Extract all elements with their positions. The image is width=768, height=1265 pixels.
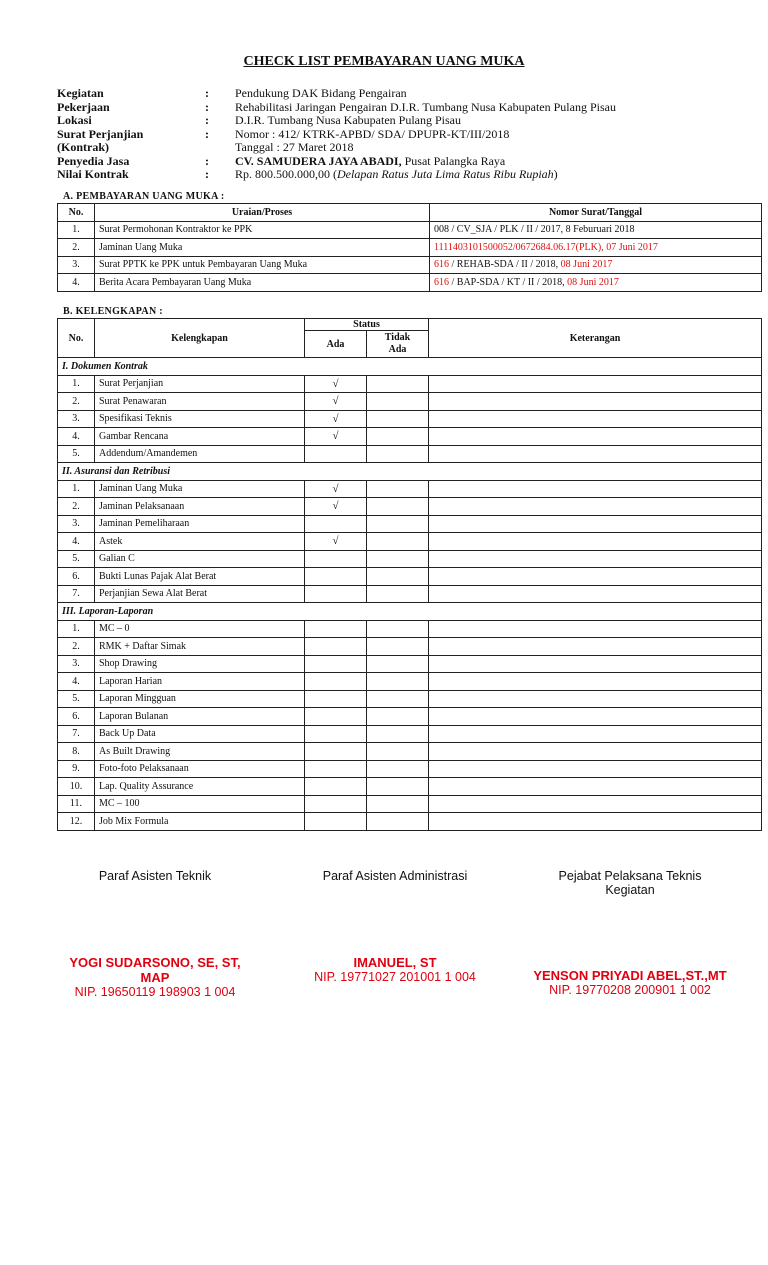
keterangan-cell <box>429 550 762 568</box>
info-label: Penyedia Jasa <box>57 153 130 168</box>
row-number: 8. <box>58 743 95 761</box>
status-tidak-ada-cell <box>367 690 429 708</box>
keterangan-cell <box>429 778 762 796</box>
keterangan-cell <box>429 498 762 516</box>
row-kelengkapan: Laporan Mingguan <box>95 690 305 708</box>
checklist-row <box>58 760 762 778</box>
status-tidak-ada-cell <box>367 498 429 516</box>
row-kelengkapan: Jaminan Pelaksanaan <box>95 498 305 516</box>
status-tidak-ada-cell <box>367 655 429 673</box>
checklist-row <box>58 410 762 428</box>
section-b-heading: B. KELENGKAPAN : <box>63 306 163 317</box>
signatory-name: YENSON PRIYADI ABEL,ST.,MT <box>533 968 727 983</box>
contract-amount: Rp. 800.500.000,00 ( <box>235 167 337 181</box>
nomor-red: 616 <box>434 259 449 271</box>
keterangan-cell <box>429 708 762 726</box>
status-tidak-ada-cell <box>367 760 429 778</box>
row-number: 2. <box>58 393 95 411</box>
signature-space <box>520 897 740 968</box>
section-a-heading: A. PEMBAYARAN UANG MUKA : <box>63 191 225 202</box>
checklist-row <box>58 480 762 498</box>
row-kelengkapan: Foto-foto Pelaksanaan <box>95 760 305 778</box>
info-value: Pendukung DAK Bidang Pengairan <box>235 86 407 100</box>
payment-table-header <box>58 204 762 222</box>
checklist-row <box>58 515 762 533</box>
status-tidak-ada-cell <box>367 568 429 586</box>
status-ada-cell <box>305 445 367 463</box>
keterangan-cell <box>429 585 762 603</box>
row-kelengkapan: Spesifikasi Teknis <box>95 410 305 428</box>
info-row-penyedia <box>57 155 737 169</box>
status-ada-cell <box>305 515 367 533</box>
status-ada-cell: √ <box>305 410 367 428</box>
completeness-table <box>57 318 762 831</box>
status-ada-cell: √ <box>305 393 367 411</box>
row-number: 4. <box>58 428 95 446</box>
keterangan-cell <box>429 375 762 393</box>
row-kelengkapan: Jaminan Uang Muka <box>95 480 305 498</box>
status-ada-cell <box>305 673 367 691</box>
row-number: 4. <box>58 673 95 691</box>
row-number: 4. <box>58 274 95 292</box>
keterangan-cell <box>429 515 762 533</box>
signatory-nip: NIP. 19771027 201001 1 004 <box>314 970 476 984</box>
document-title: CHECK LIST PEMBAYARAN UANG MUKA <box>243 54 525 69</box>
keterangan-cell <box>429 655 762 673</box>
status-ada-cell <box>305 638 367 656</box>
info-row-surat <box>57 128 737 155</box>
info-label <box>57 128 205 155</box>
keterangan-cell <box>429 760 762 778</box>
row-number: 1. <box>58 375 95 393</box>
status-tidak-ada-cell <box>367 445 429 463</box>
completeness-header-row-1 <box>58 319 762 331</box>
contract-amount-close: ) <box>553 167 558 181</box>
signature-space <box>55 883 255 941</box>
signature-block-administrasi <box>295 869 495 985</box>
checklist-row <box>58 620 762 638</box>
checklist-row <box>58 743 762 761</box>
signature-space <box>295 883 495 955</box>
signatory-name: YOGI SUDARSONO, SE, ST, <box>69 955 241 970</box>
row-number: 3. <box>58 515 95 533</box>
checklist-row <box>58 795 762 813</box>
nomor-red: 1111403101500052/0672684.06.17(PLK), 07 Juni 2017 <box>434 241 658 253</box>
row-number: 3. <box>58 256 95 274</box>
contract-amount-words: Delapan Ratus Juta Lima Ratus Ribu Rupiah <box>337 167 554 181</box>
info-row-lokasi <box>57 114 737 128</box>
status-tidak-ada-cell <box>367 673 429 691</box>
row-number: 10. <box>58 778 95 796</box>
contract-date: Tanggal : 27 Maret 2018 <box>235 140 354 154</box>
info-value <box>235 155 737 169</box>
status-tidak-ada-cell <box>367 515 429 533</box>
info-colon: : <box>205 113 209 127</box>
info-value <box>235 168 737 182</box>
row-kelengkapan: Galian C <box>95 550 305 568</box>
status-tidak-ada-cell <box>367 393 429 411</box>
keterangan-cell <box>429 795 762 813</box>
checklist-row <box>58 568 762 586</box>
status-tidak-ada-cell <box>367 428 429 446</box>
col-header-tidak-line: Tidak <box>384 332 411 343</box>
keterangan-cell <box>429 673 762 691</box>
status-ada-cell <box>305 760 367 778</box>
payment-row <box>58 221 762 239</box>
status-tidak-ada-cell <box>367 620 429 638</box>
status-tidak-ada-cell <box>367 585 429 603</box>
row-uraian: Surat PPTK ke PPK untuk Pembayaran Uang Muka <box>95 256 430 274</box>
signatory-nip: NIP. 19770208 200901 1 002 <box>549 983 711 997</box>
keterangan-cell <box>429 690 762 708</box>
checklist-row <box>58 708 762 726</box>
payment-row <box>58 274 762 292</box>
row-number: 2. <box>58 239 95 257</box>
tanggal-red: 08 Juni 2017 <box>567 276 619 288</box>
status-tidak-ada-cell <box>367 375 429 393</box>
row-number: 3. <box>58 655 95 673</box>
row-kelengkapan: Laporan Bulanan <box>95 708 305 726</box>
col-header-status: Status <box>305 319 429 331</box>
row-number: 4. <box>58 533 95 551</box>
status-tidak-ada-cell <box>367 725 429 743</box>
row-number: 9. <box>58 760 95 778</box>
signature-role: Paraf Asisten Teknik <box>98 869 212 883</box>
keterangan-cell <box>429 813 762 831</box>
status-tidak-ada-cell <box>367 795 429 813</box>
row-kelengkapan: Surat Penawaran <box>95 393 305 411</box>
row-kelengkapan: MC – 100 <box>95 795 305 813</box>
checklist-row <box>58 813 762 831</box>
keterangan-cell <box>429 620 762 638</box>
checklist-row <box>58 725 762 743</box>
row-kelengkapan: Perjanjian Sewa Alat Berat <box>95 585 305 603</box>
group-title: III. Laporan-Laporan <box>58 603 762 621</box>
status-ada-cell <box>305 778 367 796</box>
status-ada-cell <box>305 708 367 726</box>
info-label: Lokasi <box>57 113 92 127</box>
info-value <box>235 128 737 155</box>
row-number: 11. <box>58 795 95 813</box>
payment-row <box>58 239 762 257</box>
keterangan-cell <box>429 725 762 743</box>
provider-location: Pusat Palangka Raya <box>401 153 506 168</box>
nomor-black: / REHAB-SDA / II / 2018, <box>449 259 561 271</box>
group-row <box>58 463 762 481</box>
keterangan-cell <box>429 533 762 551</box>
row-kelengkapan: Gambar Rencana <box>95 428 305 446</box>
row-nomor-tanggal <box>430 239 762 257</box>
keterangan-cell <box>429 638 762 656</box>
group-title: I. Dokumen Kontrak <box>58 358 762 376</box>
col-header-keterangan: Keterangan <box>429 319 762 358</box>
row-kelengkapan: Back Up Data <box>95 725 305 743</box>
info-value: Rehabilitasi Jaringan Pengairan D.I.R. Tumbang Nusa Kabupaten Pulang Pisau <box>235 99 616 114</box>
checklist-row <box>58 638 762 656</box>
row-nomor-tanggal <box>430 256 762 274</box>
status-tidak-ada-cell <box>367 708 429 726</box>
col-header-tidak-ada <box>367 331 429 358</box>
row-number: 12. <box>58 813 95 831</box>
row-uraian: Surat Permohonan Kontraktor ke PPK <box>95 221 430 239</box>
checklist-row <box>58 778 762 796</box>
status-ada-cell <box>305 568 367 586</box>
contract-info <box>57 87 737 182</box>
status-ada-cell <box>305 813 367 831</box>
row-number: 6. <box>58 708 95 726</box>
row-kelengkapan: Shop Drawing <box>95 655 305 673</box>
status-tidak-ada-cell <box>367 743 429 761</box>
status-tidak-ada-cell <box>367 638 429 656</box>
status-tidak-ada-cell <box>367 778 429 796</box>
checklist-row <box>58 690 762 708</box>
info-label-line: (Kontrak) <box>57 140 109 154</box>
checklist-row <box>58 375 762 393</box>
status-tidak-ada-cell <box>367 480 429 498</box>
provider-name: CV. SAMUDERA JAYA ABADI, <box>235 153 402 168</box>
keterangan-cell <box>429 445 762 463</box>
row-uraian: Berita Acara Pembayaran Uang Muka <box>95 274 430 292</box>
status-ada-cell <box>305 620 367 638</box>
status-ada-cell <box>305 585 367 603</box>
tanggal-red: 08 Juni 2017 <box>560 259 613 271</box>
row-kelengkapan: RMK + Daftar Simak <box>95 638 305 656</box>
info-colon: : <box>205 99 209 114</box>
signature-spacer <box>55 941 255 955</box>
keterangan-cell <box>429 480 762 498</box>
row-number: 7. <box>58 585 95 603</box>
checklist-row <box>58 445 762 463</box>
col-header-ada: Ada <box>305 331 367 358</box>
nomor-red: 616 <box>434 276 449 288</box>
info-row-pekerjaan <box>57 101 737 115</box>
row-number: 1. <box>58 221 95 239</box>
row-kelengkapan: Jaminan Pemeliharaan <box>95 515 305 533</box>
payment-table-body <box>58 221 762 291</box>
col-header-nomor: Nomor Surat/Tanggal <box>430 204 762 222</box>
row-number: 2. <box>58 638 95 656</box>
group-row <box>58 603 762 621</box>
row-number: 5. <box>58 690 95 708</box>
row-kelengkapan: MC – 0 <box>95 620 305 638</box>
row-kelengkapan: Surat Perjanjian <box>95 375 305 393</box>
group-row <box>58 358 762 376</box>
row-number: 5. <box>58 445 95 463</box>
checklist-row <box>58 533 762 551</box>
signatory-name-line-2: MAP <box>140 970 170 985</box>
row-kelengkapan: Astek <box>95 533 305 551</box>
row-number: 3. <box>58 410 95 428</box>
info-row-kegiatan <box>57 87 737 101</box>
contract-number: Nomor : 412/ KTRK-APBD/ SDA/ DPUPR-KT/III/2018 <box>235 126 510 141</box>
checklist-row <box>58 393 762 411</box>
row-number: 1. <box>58 480 95 498</box>
row-number: 7. <box>58 725 95 743</box>
keterangan-cell <box>429 393 762 411</box>
checklist-row <box>58 550 762 568</box>
col-header-uraian: Uraian/Proses <box>95 204 430 222</box>
info-label: Pekerjaan <box>57 99 110 114</box>
col-header-kelengkapan: Kelengkapan <box>95 319 305 358</box>
status-tidak-ada-cell <box>367 410 429 428</box>
keterangan-cell <box>429 428 762 446</box>
checklist-row <box>58 428 762 446</box>
keterangan-cell <box>429 410 762 428</box>
signature-role: Paraf Asisten Administrasi <box>322 869 468 883</box>
row-number: 2. <box>58 498 95 516</box>
payment-row <box>58 256 762 274</box>
checklist-row <box>58 585 762 603</box>
row-kelengkapan: As Built Drawing <box>95 743 305 761</box>
col-header-no: No. <box>58 319 95 358</box>
nomor-black: / BAP-SDA / KT / II / 2018, <box>449 276 568 288</box>
col-header-no: No. <box>58 204 95 222</box>
col-header-ada-line: Ada <box>388 344 407 355</box>
status-ada-cell: √ <box>305 375 367 393</box>
status-ada-cell: √ <box>305 480 367 498</box>
status-tidak-ada-cell <box>367 533 429 551</box>
payment-table <box>57 203 762 292</box>
signatory-name: IMANUEL, ST <box>353 955 437 970</box>
status-ada-cell <box>305 743 367 761</box>
row-kelengkapan: Lap. Quality Assurance <box>95 778 305 796</box>
signature-block-pejabat <box>520 869 740 998</box>
row-number: 6. <box>58 568 95 586</box>
row-nomor-tanggal <box>430 221 762 239</box>
status-ada-cell: √ <box>305 533 367 551</box>
info-row-nilai <box>57 168 737 182</box>
info-colon: : <box>205 153 209 168</box>
row-number: 1. <box>58 620 95 638</box>
status-ada-cell: √ <box>305 428 367 446</box>
row-number: 5. <box>58 550 95 568</box>
status-ada-cell <box>305 795 367 813</box>
checklist-row <box>58 673 762 691</box>
info-label: Kegiatan <box>57 86 104 100</box>
row-kelengkapan: Job Mix Formula <box>95 813 305 831</box>
info-colon: : <box>205 126 209 141</box>
status-ada-cell <box>305 690 367 708</box>
checklist-row <box>58 498 762 516</box>
info-label-line: Surat Perjanjian <box>57 126 144 141</box>
status-ada-cell <box>305 725 367 743</box>
info-colon: : <box>205 167 209 181</box>
row-kelengkapan: Bukti Lunas Pajak Alat Berat <box>95 568 305 586</box>
info-value: D.I.R. Tumbang Nusa Kabupaten Pulang Pisau <box>235 113 461 127</box>
row-kelengkapan: Laporan Harian <box>95 673 305 691</box>
signatory-nip: NIP. 19650119 198903 1 004 <box>74 985 236 999</box>
status-tidak-ada-cell <box>367 550 429 568</box>
group-title: II. Asuransi dan Retribusi <box>58 463 762 481</box>
signature-role: Pejabat Pelaksana Teknis <box>558 869 702 883</box>
checklist-row <box>58 655 762 673</box>
status-tidak-ada-cell <box>367 813 429 831</box>
signature-role-line-2: Kegiatan <box>605 883 655 897</box>
nomor-black: 008 / CV_SJA / PLK / II / 2017, 8 Feburuari 2018 <box>434 224 635 236</box>
info-colon: : <box>205 86 209 100</box>
status-ada-cell: √ <box>305 498 367 516</box>
info-label: Nilai Kontrak <box>57 167 129 181</box>
completeness-table-body <box>58 358 762 831</box>
signature-block-teknik <box>55 869 255 1000</box>
status-ada-cell <box>305 550 367 568</box>
row-kelengkapan: Addendum/Amandemen <box>95 445 305 463</box>
keterangan-cell <box>429 743 762 761</box>
row-nomor-tanggal <box>430 274 762 292</box>
status-ada-cell <box>305 655 367 673</box>
row-uraian: Jaminan Uang Muka <box>95 239 430 257</box>
keterangan-cell <box>429 568 762 586</box>
